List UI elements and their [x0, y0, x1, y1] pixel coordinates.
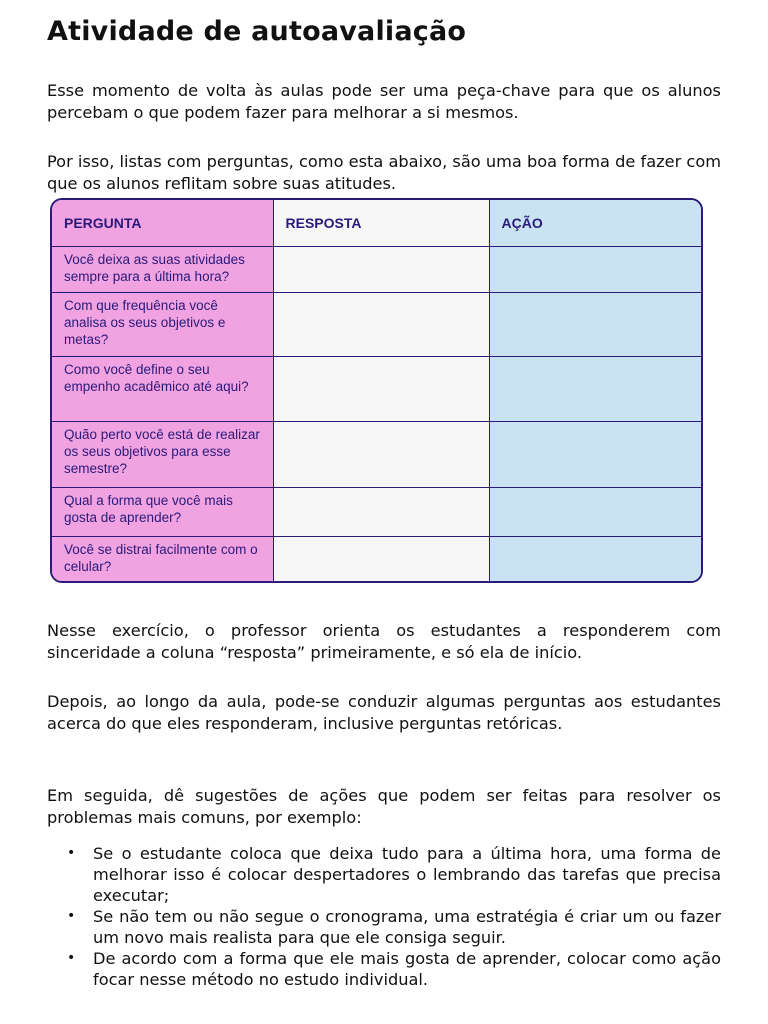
tips-list	[47, 843, 721, 990]
answer-cell	[273, 422, 489, 488]
question-cell: Como você define o seu empenho acadêmico até aqui?	[52, 357, 273, 422]
header-resposta: RESPOSTA	[273, 200, 489, 247]
table-row	[52, 357, 703, 422]
question-cell: Quão perto você está de realizar os seus objetivos para esse semestre?	[52, 422, 273, 488]
list-item-text: Se não tem ou não segue o cronograma, uma estratégia é criar um ou fazer um novo mais realista para que ele consiga seguir.	[93, 907, 721, 947]
list-item	[47, 843, 721, 906]
body-paragraph-3: Em seguida, dê sugestões de ações que podem ser feitas para resolver os problemas mais comuns, por exemplo:	[47, 786, 721, 827]
answer-cell	[273, 293, 489, 357]
self-assessment-table	[50, 198, 703, 583]
bullet-icon: •	[67, 908, 76, 924]
bullet-icon: •	[67, 845, 76, 861]
answer-cell	[273, 247, 489, 293]
action-cell	[489, 488, 703, 537]
question-cell: Você deixa as suas atividades sempre para a última hora?	[52, 247, 273, 293]
action-cell	[489, 293, 703, 357]
header-acao: AÇÃO	[489, 200, 703, 247]
body-paragraph-2: Depois, ao longo da aula, pode-se conduzir algumas perguntas aos estudantes acerca do que eles responderam, inclusive perguntas retóricas.	[47, 692, 721, 733]
answer-cell	[273, 357, 489, 422]
table-row	[52, 488, 703, 537]
action-cell	[489, 357, 703, 422]
body-paragraph-1: Nesse exercício, o professor orienta os estudantes a responderem com sinceridade a coluna “resposta” primeiramente, e só ela de início.	[47, 621, 721, 662]
action-cell	[489, 247, 703, 293]
page-title: Atividade de autoavaliação	[47, 16, 467, 47]
action-cell	[489, 422, 703, 488]
bullet-icon: •	[67, 950, 76, 966]
table-row	[52, 422, 703, 488]
question-cell: Com que frequência você analisa os seus objetivos e metas?	[52, 293, 273, 357]
question-cell: Qual a forma que você mais gosta de aprender?	[52, 488, 273, 537]
intro-paragraph-1: Esse momento de volta às aulas pode ser uma peça-chave para que os alunos percebam o que podem fazer para melhorar a si mesmos.	[47, 81, 721, 122]
question-cell: Você se distrai facilmente com o celular?	[52, 537, 273, 584]
header-pergunta: PERGUNTA	[52, 200, 273, 247]
table-row	[52, 293, 703, 357]
list-item	[47, 906, 721, 948]
answer-cell	[273, 488, 489, 537]
action-cell	[489, 537, 703, 584]
list-item-text: De acordo com a forma que ele mais gosta de aprender, colocar como ação focar nesse método no estudo individual.	[93, 949, 721, 989]
table-row	[52, 247, 703, 293]
list-item	[47, 948, 721, 990]
table-header-row	[52, 200, 703, 247]
answer-cell	[273, 537, 489, 584]
list-item-text: Se o estudante coloca que deixa tudo para a última hora, uma forma de melhorar isso é colocar despertadores o lembrando das tarefas que precisa executar;	[93, 844, 721, 905]
intro-paragraph-2: Por isso, listas com perguntas, como esta abaixo, são uma boa forma de fazer com que os alunos reflitam sobre suas atitudes.	[47, 152, 721, 193]
table-row	[52, 537, 703, 584]
